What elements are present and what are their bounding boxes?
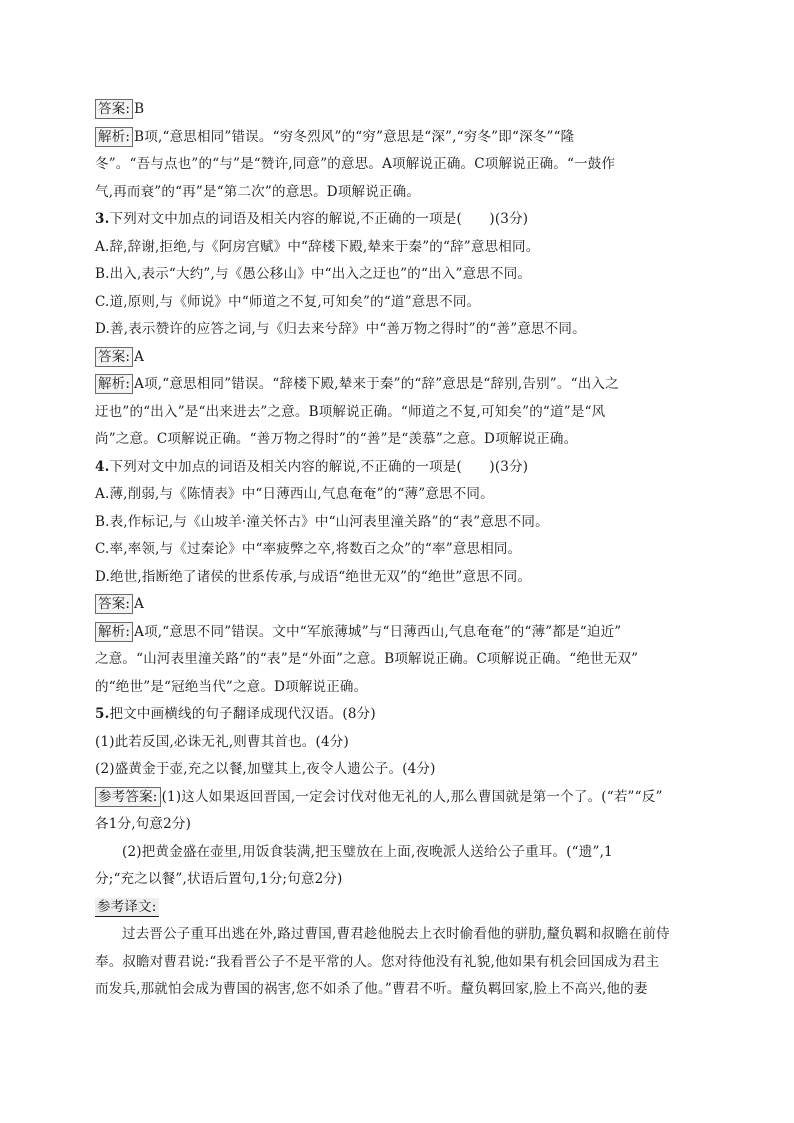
analysis-text: A项,“意思不同”错误。文中“军旅薄城”与“日薄西山,气息奄奄”的“薄”都是“迫近” <box>134 623 622 640</box>
answer-value: A <box>134 348 145 365</box>
analysis-line <box>95 619 710 647</box>
analysis-text: A项,“意思相同”错误。“辞楼下殿,辇来于秦”的“辞”意思是“辞别,告别”。“出入之 <box>134 376 619 392</box>
analysis-label: 解析: <box>95 127 133 147</box>
question-stem <box>95 701 710 729</box>
answer-label: 答案: <box>95 99 133 119</box>
ref-answer-label: 参考答案: <box>95 787 161 807</box>
ref-translation-heading <box>95 894 710 922</box>
option-a: A.薄,削弱,与《陈情表》中“日薄西山,气息奄奄”的“薄”意思不同。 <box>95 486 494 502</box>
option-d: D.绝世,指断绝了诸侯的世系传承,与成语“绝世无双”的“绝世”意思不同。 <box>95 568 532 585</box>
answer-line <box>95 96 710 124</box>
analysis-text: B项,“意思相同”错误。“穷冬烈风”的“穷”意思是“深”,“穷冬”即“深冬”“隆 <box>134 128 575 145</box>
answer-value: A <box>134 596 145 612</box>
analysis-line: 迂也”的“出入”是“出来进去”之意。B项解说正确。“师道之不复,可知矣”的“道”是“风 <box>95 403 606 420</box>
option-c: C.道,原则,与《师说》中“师道之不复,可知矣”的“道”意思不同。 <box>95 293 481 310</box>
sub-question-1: (1)此若反国,必诛无礼,则曹其首也。(4分) <box>95 733 349 750</box>
ref-answer-line: (2)把黄金盛在壶里,用饭食装满,把玉璧放在上面,夜晚派人送给公子重耳。(“遗”,1 <box>122 843 613 860</box>
option-c: C.率,率领,与《过秦论》中“率疲弊之卒,将数百之众”的“率”意思相同。 <box>95 541 522 557</box>
option-b: B.表,作标记,与《山坡羊·潼关怀古》中“山河表里潼关路”的“表”意思不同。 <box>95 513 549 530</box>
answer-label: 答案: <box>95 594 133 614</box>
option-d: D.善,表示赞许的应答之词,与《归去来兮辞》中“善万物之得时”的“善”意思不同。 <box>95 321 586 337</box>
translation-line: 过去晋公子重耳出逃在外,路过曹国,曹君趁他脱去上衣时偷看他的骈肋,釐负羁和叔瞻在前侍 <box>122 926 670 942</box>
analysis-line: 气,再而衰”的“再”是“第二次”的意思。D项解说正确。 <box>95 183 421 200</box>
question-stem <box>95 206 710 234</box>
sub-question-2: (2)盛黄金于壶,充之以餐,加璧其上,夜令人遗公子。(4分) <box>95 761 436 777</box>
answer-value: B <box>134 101 145 117</box>
ref-answer-line <box>95 784 710 812</box>
option-a: A.辞,辞谢,拒绝,与《阿房宫赋》中“辞楼下殿,辇来于秦”的“辞”意思相同。 <box>95 238 540 255</box>
option-b: B.出入,表示“大约”,与《愚公移山》中“出入之迂也”的“出入”意思不同。 <box>95 266 532 282</box>
analysis-line: 冬”。“吾与点也”的“与”是“赞许,同意”的意思。A项解说正确。C项解说正确。“一鼓作 <box>95 156 616 172</box>
question-text: 把文中画横线的句子翻译成现代汉语。(8分) <box>109 706 376 722</box>
question-number: 4. <box>95 458 110 475</box>
translation-line: 而发兵,那就怕会成为曹国的祸害,您不如杀了他。”曹君不听。釐负羁回家,脸上不高兴,他的妻 <box>95 981 648 997</box>
answer-label: 答案: <box>95 347 133 367</box>
analysis-label: 解析: <box>95 374 133 394</box>
analysis-line <box>95 124 710 152</box>
ref-answer-text: (1)这人如果返回晋国,一定会讨伐对他无礼的人,那么曹国就是第一个了。(“若”“反” <box>161 788 663 805</box>
analysis-line: 尚”之意。C项解说正确。“善万物之得时”的“善”是“羡慕”之意。D项解说正确。 <box>95 431 578 447</box>
analysis-line <box>95 371 710 399</box>
analysis-line: 的“绝世”是“冠绝当代”之意。D项解说正确。 <box>95 678 368 695</box>
translation-line: 奉。叔瞻对曹君说:“我看晋公子不是平常的人。您对待他没有礼貌,他如果有机会回国成为君主 <box>95 953 660 970</box>
question-text: 下列对文中加点的词语及相关内容的解说,不正确的一项是( )(3分) <box>109 211 529 227</box>
question-text: 下列对文中加点的词语及相关内容的解说,不正确的一项是( )(3分) <box>109 458 529 475</box>
answer-line <box>95 591 710 619</box>
ref-answer-line: 各1分,句意2分) <box>95 816 192 832</box>
question-number: 5. <box>95 706 110 722</box>
ref-translation-label: 参考译文: <box>97 898 157 915</box>
answer-line <box>95 344 710 372</box>
ref-answer-line: 分;“充之以餐”,状语后置句,1分;句意2分) <box>95 871 343 887</box>
question-number: 3. <box>95 211 110 227</box>
question-stem <box>95 454 710 482</box>
analysis-line: 之意。“山河表里潼关路”的“表”是“外面”之意。B项解说正确。C项解说正确。“绝世无双” <box>95 651 639 667</box>
analysis-label: 解析: <box>95 622 133 642</box>
